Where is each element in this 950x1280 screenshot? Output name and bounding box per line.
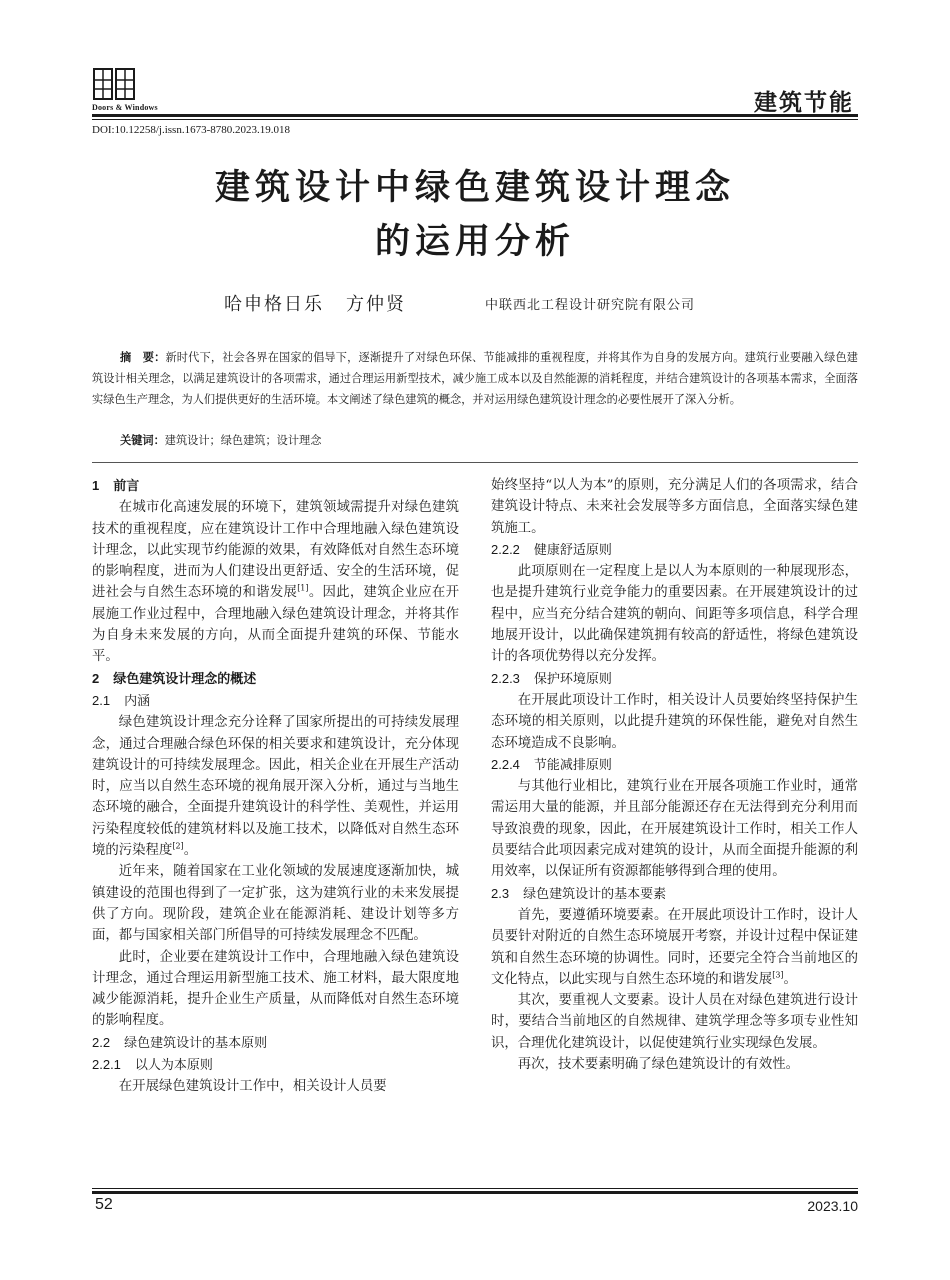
authors <box>224 290 406 316</box>
author-2: 方仲贤 <box>346 294 406 315</box>
subsection-heading-2-2-4 <box>491 754 858 776</box>
footer-rule <box>92 1191 858 1194</box>
paragraph: 其次，要重视人文要素。设计人员在对绿色建筑进行设计时，要结合当前地区的自然规律、建筑学理念等多项专业性知识，合理优化建筑设计，以促使建筑行业实现绿色发展。 <box>491 993 858 1051</box>
paragraph-text: 首先，要遵循环境要素。在开展此项设计工作时，设计人员要针对附近的自然生态环境展开考察，并设计过程中保证建筑和自然生态环境的协调性。同时，还要完全符合当前地区的文化特点，以此实现与自然生态环境的和谐发展 <box>491 907 858 987</box>
abstract-text: 新时代下，社会各界在国家的倡导下，逐渐提升了对绿色环保、节能减排的重视程度，并将其作为自身的发展方向。建筑行业要融入绿色建筑设计相关理念，以满足建筑设计的各项需求，通过合理运用新型技术，减少施工成本以及自然能源的消耗程度，并结合建筑设计的各项基本需求，全面落实绿色生产理念，为人们提供更好的生活环境。本文阐述了绿色建筑的概念，并对运用绿色建筑设计理念的必要性展开了深入分析。 <box>92 351 858 406</box>
doors-windows-logo-icon <box>92 68 136 102</box>
paragraph-text: 在城市化高速发展的环境下，建筑领域需提升对绿色建筑技术的重视程度，应在建筑设计工作中合理地融入绿色建筑设计理念，以此实现节约能源的效果，有效降低对自然生态环境的影响程度，进而为人们建设出更舒适、安全的生活环境，促进社会与自然生态环境的和谐发展 <box>92 500 459 601</box>
section-title: 绿色建筑设计的基本原则 <box>124 1035 268 1051</box>
logo-text: Doors & Windows <box>92 103 158 112</box>
article-title-line1: 建筑设计中绿色建筑设计理念 <box>214 167 735 208</box>
subsection-heading-2-2-2 <box>491 539 858 561</box>
abstract-label: 摘 要： <box>120 351 166 364</box>
citation: [1] <box>297 584 309 594</box>
citation: [3] <box>772 970 784 980</box>
keywords-text: 建筑设计；绿色建筑；设计理念 <box>164 434 322 447</box>
section-title: 内涵 <box>124 693 151 709</box>
paragraph-text: 。 <box>183 843 198 859</box>
section-heading-2 <box>92 668 459 690</box>
issue-date: 2023.10 <box>807 1198 858 1214</box>
section-title: 健康舒适原则 <box>533 542 612 558</box>
author-1: 哈申格日乐 <box>224 294 324 315</box>
section-number: 2 <box>92 670 100 686</box>
section-title: 节能减排原则 <box>533 757 612 773</box>
section-number: 2.2.3 <box>491 670 520 686</box>
affiliation: 中联西北工程设计研究院有限公司 <box>485 298 696 313</box>
paragraph: 近年来，随着国家在工业化领域的发展速度逐渐加快，城镇建设的范围也得到了一定扩张，这为建筑行业的未来发展提供了方向。现阶段，建筑企业在能源消耗、建设计划等多方面，都与国家相关部门所倡导的可持续发展理念不匹配。 <box>92 864 459 944</box>
journal-logo <box>92 68 176 112</box>
subsection-heading-2-1 <box>92 690 459 712</box>
section-title: 绿色建筑设计理念的概述 <box>113 671 257 687</box>
subsection-heading-2-2-1 <box>92 1054 459 1076</box>
keywords <box>92 432 858 450</box>
abstract <box>92 347 858 410</box>
paragraph: 再次，技术要素明确了绿色建筑设计的有效性。 <box>517 1057 799 1073</box>
article-title-line2: 的运用分析 <box>374 221 575 262</box>
citation: [2] <box>172 841 184 851</box>
paragraph: 此时，企业要在建筑设计工作中，合理地融入绿色建筑设计理念，通过合理运用新型施工技术、施工材料，最大限度地减少能源消耗，提升企业生产质量，从而降低对自然生态环境的影响程度。 <box>92 949 459 1029</box>
section-number: 2.3 <box>491 885 510 901</box>
section-heading-1 <box>92 475 459 497</box>
left-column <box>92 475 459 1098</box>
paragraph <box>92 497 459 667</box>
right-column <box>491 475 858 1075</box>
footer-rule-thin <box>92 1188 858 1189</box>
paragraph-text: 。因此，建筑企业应在开展施工作业过程中，合理地融入绿色建筑设计理念，并将其作为自身未来发展的方向，从而全面提升建筑的环保、节能水平。 <box>92 585 460 665</box>
section-title: 保护环境原则 <box>533 671 612 687</box>
section-number: 2.2.2 <box>491 541 520 557</box>
section-title: 以人为本原则 <box>134 1058 213 1074</box>
paragraph: 在开展绿色建筑设计工作中，相关设计人员要 <box>118 1079 387 1095</box>
subsection-heading-2-2 <box>92 1032 459 1054</box>
paragraph <box>92 712 459 861</box>
subsection-heading-2-3 <box>491 883 858 905</box>
paragraph-text: 。 <box>783 971 797 987</box>
section-tag: 建筑节能 <box>754 89 854 116</box>
paragraph-text: 绿色建筑设计理念充分诠释了国家所提出的可持续发展理念，通过合理融合绿色环保的相关要求和建筑设计，充分体现建筑设计的可持续发展理念。因此，相关企业在开展生产活动时，应当以自然生态环境的视角展开深入分析，通过与当地生态环境的融合，全面提升建筑设计的科学性、美观性，并运用污染程度较低的建筑材料以及施工技术，以降低对自然生态环境的污染程度 <box>92 715 459 859</box>
section-title: 前言 <box>113 479 140 494</box>
keywords-label: 关键词： <box>120 434 165 447</box>
paragraph: 此项原则在一定程度上是以人为本原则的一种展现形态，也是提升建筑行业竞争能力的重要因素。在开展建筑设计的过程中，应当充分结合建筑的朝向、间距等多项信息，科学合理地展开设计，以此确保建筑拥有较高的舒适性，将绿色建筑设计的各项优势得以充分发挥。 <box>491 564 858 665</box>
paragraph: 在开展此项设计工作时，相关设计人员要始终坚持保护生态环境的相关原则，以此提升建筑的环保性能，避免对自然生态环境造成不良影响。 <box>491 692 858 751</box>
paragraph: 与其他行业相比，建筑行业在开展各项施工作业时，通常需运用大量的能源，并且部分能源还存在无法得到充分利用而导致浪费的现象，因此，在开展建筑设计工作时，相关工作人员要结合此项因素完成对建筑的设计，从而全面提升能源的利用效率，以保证所有资源都能够得到合理的使用。 <box>491 779 858 880</box>
doi: DOI:10.12258/j.issn.1673-8780.2023.19.018 <box>92 124 290 136</box>
page-number: 52 <box>95 1196 113 1213</box>
subsection-heading-2-2-3 <box>491 668 858 690</box>
section-number: 2.1 <box>92 692 111 708</box>
abstract-separator <box>92 462 858 463</box>
paragraph <box>491 905 858 990</box>
paragraph: 始终坚持“以人为本”的原则，充分满足人们的各项需求，结合建筑设计特点、未来社会发展等多方面信息，全面落实绿色建筑施工。 <box>491 478 858 536</box>
header-rule-thin <box>92 119 858 120</box>
section-number: 2.2.4 <box>491 756 520 772</box>
section-number: 2.2.1 <box>92 1057 121 1073</box>
header-rule <box>92 114 858 117</box>
section-number: 1 <box>92 478 100 493</box>
section-title: 绿色建筑设计的基本要素 <box>523 886 667 902</box>
section-number: 2.2 <box>92 1034 111 1050</box>
